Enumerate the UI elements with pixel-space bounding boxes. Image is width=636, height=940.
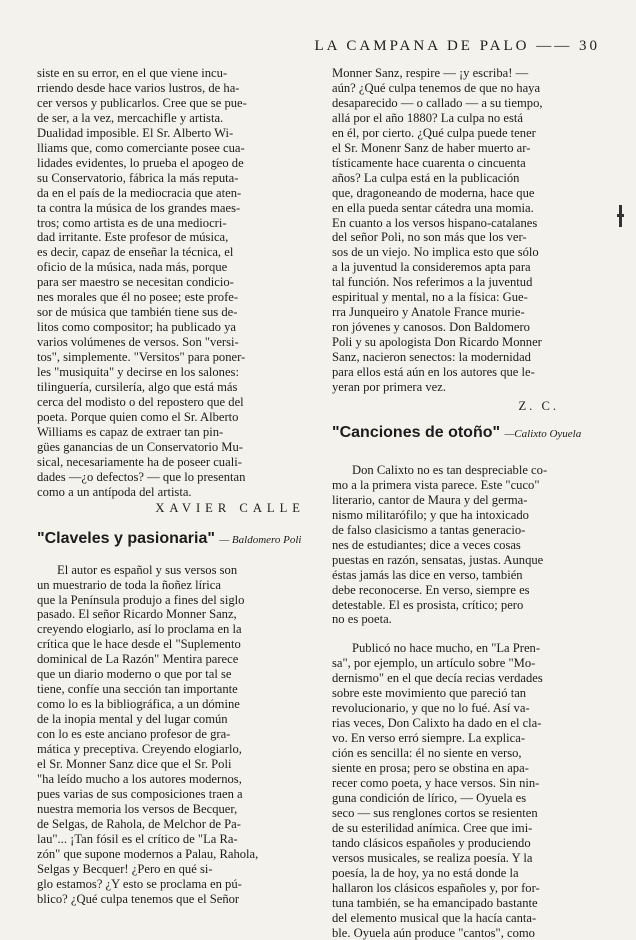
text-line: sa", por ejemplo, un artículo sobre "Mo- — [332, 656, 536, 671]
text-line: siente en prosa; pero se obstina en apa- — [332, 761, 529, 776]
text-line: de Selgas, de Rahola, de Melchor de Pa- — [37, 816, 241, 831]
text-line: cer versos y publicarlos. Cree que se pue- — [37, 95, 247, 110]
text-line: blico? ¿Qué culpa tenemos que el Señor — [37, 891, 240, 906]
text-line: dernismo" en el que decía recias verdades — [332, 671, 543, 686]
header-dash: —— — [536, 38, 573, 54]
text-line: pasado. El señor Ricardo Monner Sanz, — [37, 607, 237, 622]
text-line: de la inopia mental y del lugar común — [37, 712, 228, 727]
text-line: desaparecido — o callado — a su tiempo, — [332, 95, 543, 110]
review-heading-canciones — [332, 424, 599, 443]
text-line: nes morales que él no posee; este profe- — [37, 290, 239, 305]
text-line: con lo es este anciano profesor de gra- — [37, 727, 231, 742]
text-line: glo estamos? ¿Y esto se proclama en pú- — [37, 876, 242, 891]
text-line: Sanz, nacieron senectos: la modernidad — [332, 350, 531, 365]
text-line: aún? ¿Qué culpa tenemos de que no haya — [332, 80, 541, 95]
text-line: lliams que, como comerciante posee cua- — [37, 140, 245, 155]
text-line: sobre este movimiento que pareció tan — [332, 686, 527, 701]
text-line: zón" que supone modernos a Palau, Rahola, — [37, 846, 259, 861]
text-line: les "musiquita" y decirse en los salones: — [37, 365, 239, 380]
text-line: un muestrario de toda la ñoñez lírica — [37, 577, 221, 592]
text-line: tal función. Nos referimos a la juventud — [332, 275, 533, 290]
text-line: hallaron los clásicos españoles y, por for- — [332, 880, 540, 895]
text-line: tilinguería, cursilería, algo que está más — [37, 380, 238, 395]
text-line: para ellos está aún en los autores que le- — [332, 365, 535, 380]
text-line: Poli y su apologista Don Ricardo Monner — [332, 335, 542, 350]
text-line: varios volúmenes de versos. Son "versi- — [37, 335, 239, 350]
running-header — [30, 38, 600, 55]
text-line: como lo es la bibliográfica, a un dómine — [37, 697, 240, 712]
right-column — [332, 66, 599, 940]
text-line: El autor es español y sus versos son — [57, 562, 238, 577]
left-intro-paragraph — [37, 66, 305, 500]
text-line: rriendo desde hace varios lustros, de ha- — [37, 80, 240, 95]
text-line: tiene, confíe una sección tan importante — [37, 682, 238, 697]
text-line: lidades evidentes, lo prueba el apogeo de — [37, 155, 244, 170]
text-line: tos", simplemente. "Versitos" para poner- — [37, 350, 246, 365]
text-line: que, dragoneando de moderna, hace que — [332, 185, 535, 200]
text-line: puestas en razón, sensatas, justas. Aunque — [332, 552, 544, 567]
page-number: 30 — [579, 38, 600, 54]
text-line: literario, cantor de Maura y del germa- — [332, 492, 528, 507]
text-line: poeta. Porque quien como el Sr. Alberto — [37, 409, 239, 424]
text-line: es decir, capaz de enseñar la técnica, el — [37, 245, 234, 260]
text-line: como a un antípoda del artista. — [37, 484, 192, 499]
text-line: sor de música que también tiene sus de- — [37, 305, 238, 320]
text-line: dad irritante. Este profesor de música, — [37, 230, 229, 245]
text-line: rra Junqueiro y Anatole France murie- — [332, 305, 525, 320]
signature-zc: Z. C. — [518, 398, 559, 413]
text-line: da en el país de la mediocracia que aten- — [37, 185, 242, 200]
text-line: tando clásicos españoles y produciendo — [332, 835, 531, 850]
text-line: para ser maestro se necesitan condicio- — [37, 275, 234, 290]
review-author: — Baldomero Poli — [219, 533, 302, 546]
text-line: que la Península produjo a fines del siglo — [37, 592, 245, 607]
text-line: ble. Oyuela aún produce "cantos", como — [332, 925, 535, 940]
text-line: ron jóvenes y canosos. Don Baldomero — [332, 320, 530, 335]
text-line: de su esterilidad anímica. Cree que imi- — [332, 820, 533, 835]
text-line: debe reconocerse. En verso, siempre es — [332, 582, 530, 597]
text-line: guna condición de lírico, — Oyuela es — [332, 790, 527, 805]
text-line: mática y preceptiva. Creyendo elogiarlo, — [37, 742, 242, 757]
right-intro-paragraph — [332, 66, 599, 395]
margin-mark-tick — [617, 214, 624, 217]
text-line: recer como poeta, y hace versos. Sin nin- — [332, 775, 540, 790]
text-line: éstas jamás las dice en verso, también — [332, 567, 523, 582]
text-line: "ha leído mucho a los autores modernos, — [37, 771, 242, 786]
text-line: nes de estudiantes; dice a veces cosas — [332, 537, 521, 552]
text-line: no es poeta. — [332, 612, 392, 627]
signature-xavier-calle: XAVIER CALLE — [155, 500, 305, 515]
text-line: Don Calixto no es tan despreciable co- — [352, 462, 548, 477]
text-line: Dualidad imposible. El Sr. Alberto Wi- — [37, 125, 234, 140]
text-line: oficio de la música, nada más, porque — [37, 260, 228, 275]
text-line: de ser, a la vez, mercachifle y artista. — [37, 110, 224, 125]
text-line: yeran por primera vez. — [332, 380, 446, 395]
text-line: Monner Sanz, respire — ¡y escriba! — — [332, 66, 529, 80]
text-line: mo a la primera vista parece. Este "cuco" — [332, 477, 540, 492]
text-line: lau"... ¡Tan fósil es el crítico de "La Ra- — [37, 831, 238, 846]
text-line: de falso clasicismo a tantas generacio- — [332, 522, 526, 537]
text-line: crítica que le hace desde el "Suplemento — [37, 637, 241, 652]
text-line: vo. En verso erró siempre. La explica- — [332, 731, 526, 746]
text-line: litos como compositor; ha publicado ya — [37, 320, 237, 335]
text-line: sos de un viejo. No implica esto que sólo — [332, 245, 539, 260]
text-line: allá por el año 1880? La culpa no está — [332, 110, 523, 125]
text-line: nismo militarófilo; y que ha intoxicado — [332, 507, 529, 522]
text-line: del elemento musical que la hacía canta- — [332, 910, 537, 925]
left-column — [37, 66, 305, 907]
text-line: revolucionario, y que no lo fué. Así va- — [332, 701, 530, 716]
text-line: ción es sencilla: él no siente en verso, — [332, 746, 522, 761]
text-line: el Sr. Monner Sanz dice que el Sr. Poli — [37, 756, 232, 771]
text-line: del señor Poli, no son más que los ver- — [332, 230, 527, 245]
text-line: a la juventud la consideremos apta para — [332, 260, 531, 275]
text-line: dominical de La Razón" Mentira parece — [37, 652, 239, 667]
text-line: seco — sus renglones cortos se resienten — [332, 805, 538, 820]
text-line: ta contra la música de los grandes maes- — [37, 200, 241, 215]
review-heading-claveles — [37, 530, 305, 549]
text-line: en él, por cierto. ¿Qué culpa puede tener — [332, 125, 536, 140]
text-line: rias veces, Don Calixto ha dado en el cla- — [332, 716, 542, 731]
text-line: el Sr. Monenr Sanz de haber muerto ar- — [332, 140, 531, 155]
text-line: su Conservatorio, fábrica la más reputa- — [37, 170, 239, 185]
text-line: Williams es capaz de extraer tan pin- — [37, 424, 224, 439]
text-line: Publicó no hace mucho, en "La Pren- — [352, 641, 541, 656]
text-line: dades —¿o defectos? — que lo presentan — [37, 469, 246, 484]
text-line: que un diario moderno o que por tal se — [37, 667, 232, 682]
text-line: tísticamente hace cuarenta o cincuenta — [332, 155, 526, 170]
text-line: tuna también, se ha emancipado bastante — [332, 895, 538, 910]
text-line: años? La culpa está en la publicación — [332, 170, 520, 185]
journal-title: LA CAMPANA DE PALO — [314, 38, 530, 54]
text-line: en ella pueda sentar cátedra una momia. — [332, 200, 534, 215]
text-line: tros; como artista es de una mediocri- — [37, 215, 227, 230]
text-line: versos musicales, se realiza poesía. Y la — [332, 850, 533, 865]
text-line: pues varias de sus composiciones traen a — [37, 786, 243, 801]
text-line: poesía, la de hoy, ya no está donde la — [332, 865, 519, 880]
text-line: sical, necesariamente ha de poseer cuali- — [37, 454, 242, 469]
review-body-canciones-p2 — [332, 641, 599, 940]
review-author: —Calixto Oyuela — [504, 427, 582, 440]
text-line: cerca del modisto o del repostero que del — [37, 394, 244, 409]
text-line: creyendo elogiarlo, así lo proclama en la — [37, 622, 242, 637]
text-line: gües ganancias de un Conservatorio Mu- — [37, 439, 243, 454]
review-body-claveles — [37, 563, 305, 907]
review-title-text: "Canciones de otoño" — [332, 423, 501, 441]
text-line: Selgas y Becquer! ¿Pero en qué si- — [37, 861, 213, 876]
text-line: En cuanto a los versos hispano-catalanes — [332, 215, 538, 230]
text-line: siste en su error, en el que viene incu- — [37, 66, 228, 80]
text-line: nuestra memoria los versos de Becquer, — [37, 801, 238, 816]
text-line: espiritual y mental, no a la física: Gue- — [332, 290, 528, 305]
text-line: detestable. El es prosista, crítico; pero — [332, 597, 524, 612]
review-body-canciones-p1 — [332, 463, 599, 627]
review-title-text: "Claveles y pasionaria" — [37, 529, 215, 547]
